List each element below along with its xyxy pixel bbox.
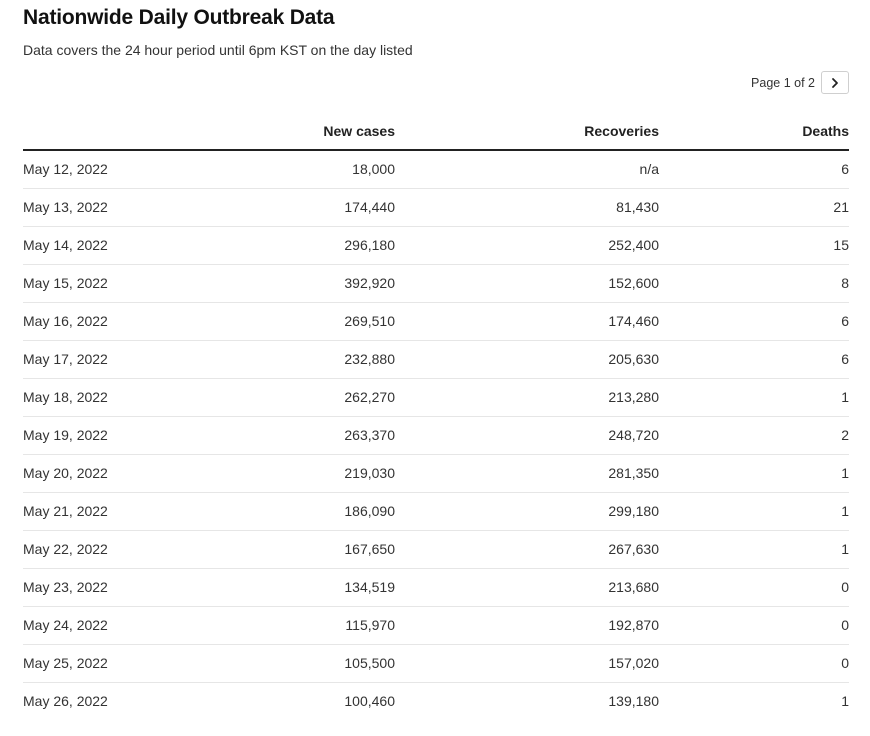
page-subtitle: Data covers the 24 hour period until 6pm KST on the day listed <box>23 42 413 58</box>
cell-new-cases: 174,440 <box>203 188 395 226</box>
cell-recoveries: 213,280 <box>395 378 659 416</box>
column-header-new-cases: New cases <box>203 113 395 150</box>
table-row <box>23 302 849 340</box>
cell-date: May 19, 2022 <box>23 416 203 454</box>
cell-deaths: 6 <box>659 340 849 378</box>
page-indicator: Page 1 of 2 <box>751 75 815 90</box>
table-row <box>23 606 849 644</box>
table-row <box>23 530 849 568</box>
cell-deaths: 6 <box>659 150 849 188</box>
cell-new-cases: 134,519 <box>203 568 395 606</box>
cell-recoveries: 152,600 <box>395 264 659 302</box>
cell-date: May 15, 2022 <box>23 264 203 302</box>
cell-deaths: 8 <box>659 264 849 302</box>
cell-date: May 20, 2022 <box>23 454 203 492</box>
cell-deaths: 1 <box>659 454 849 492</box>
cell-recoveries: 248,720 <box>395 416 659 454</box>
column-header-recoveries: Recoveries <box>395 113 659 150</box>
cell-new-cases: 269,510 <box>203 302 395 340</box>
table-row <box>23 226 849 264</box>
cell-deaths: 21 <box>659 188 849 226</box>
cell-deaths: 1 <box>659 492 849 530</box>
cell-deaths: 15 <box>659 226 849 264</box>
table-row <box>23 150 849 188</box>
table-row <box>23 416 849 454</box>
cell-deaths: 1 <box>659 378 849 416</box>
cell-date: May 14, 2022 <box>23 226 203 264</box>
cell-recoveries: 281,350 <box>395 454 659 492</box>
cell-new-cases: 18,000 <box>203 150 395 188</box>
cell-recoveries: 192,870 <box>395 606 659 644</box>
table-row <box>23 340 849 378</box>
table-row <box>23 492 849 530</box>
cell-recoveries: 299,180 <box>395 492 659 530</box>
cell-deaths: 0 <box>659 644 849 682</box>
cell-date: May 13, 2022 <box>23 188 203 226</box>
table-row <box>23 264 849 302</box>
table-row <box>23 568 849 606</box>
table-row <box>23 378 849 416</box>
cell-new-cases: 115,970 <box>203 606 395 644</box>
cell-recoveries: 174,460 <box>395 302 659 340</box>
table-row <box>23 682 849 720</box>
column-header-deaths: Deaths <box>659 113 849 150</box>
cell-date: May 24, 2022 <box>23 606 203 644</box>
cell-new-cases: 219,030 <box>203 454 395 492</box>
cell-recoveries: 81,430 <box>395 188 659 226</box>
cell-recoveries: 213,680 <box>395 568 659 606</box>
pagination <box>751 70 849 95</box>
table-header-row <box>23 113 849 150</box>
cell-date: May 21, 2022 <box>23 492 203 530</box>
cell-deaths: 6 <box>659 302 849 340</box>
cell-deaths: 0 <box>659 568 849 606</box>
cell-new-cases: 296,180 <box>203 226 395 264</box>
cell-new-cases: 262,270 <box>203 378 395 416</box>
cell-new-cases: 263,370 <box>203 416 395 454</box>
cell-date: May 25, 2022 <box>23 644 203 682</box>
cell-new-cases: 392,920 <box>203 264 395 302</box>
outbreak-table <box>23 113 849 720</box>
table-row <box>23 454 849 492</box>
table-row <box>23 644 849 682</box>
cell-date: May 16, 2022 <box>23 302 203 340</box>
cell-new-cases: 186,090 <box>203 492 395 530</box>
cell-date: May 23, 2022 <box>23 568 203 606</box>
cell-date: May 12, 2022 <box>23 150 203 188</box>
table-body <box>23 150 849 720</box>
cell-deaths: 2 <box>659 416 849 454</box>
table-row <box>23 188 849 226</box>
cell-new-cases: 167,650 <box>203 530 395 568</box>
cell-recoveries: 252,400 <box>395 226 659 264</box>
cell-recoveries: 139,180 <box>608 693 659 710</box>
cell-new-cases: 232,880 <box>203 340 395 378</box>
cell-recoveries: n/a <box>395 150 659 188</box>
cell-new-cases: 100,460 <box>344 693 395 710</box>
cell-date: May 26, 2022 <box>23 693 108 710</box>
cell-date: May 22, 2022 <box>23 530 203 568</box>
cell-deaths: 1 <box>659 530 849 568</box>
cell-recoveries: 205,630 <box>395 340 659 378</box>
cell-deaths: 0 <box>659 606 849 644</box>
cell-deaths: 1 <box>841 693 849 710</box>
page-title: Nationwide Daily Outbreak Data <box>23 6 335 29</box>
cell-new-cases: 105,500 <box>203 644 395 682</box>
cell-date: May 18, 2022 <box>23 378 203 416</box>
cell-date: May 17, 2022 <box>23 340 203 378</box>
next-page-button[interactable] <box>821 71 849 94</box>
cell-recoveries: 267,630 <box>395 530 659 568</box>
cell-recoveries: 157,020 <box>395 644 659 682</box>
column-header-date <box>23 113 203 150</box>
chevron-right-icon <box>829 77 841 89</box>
